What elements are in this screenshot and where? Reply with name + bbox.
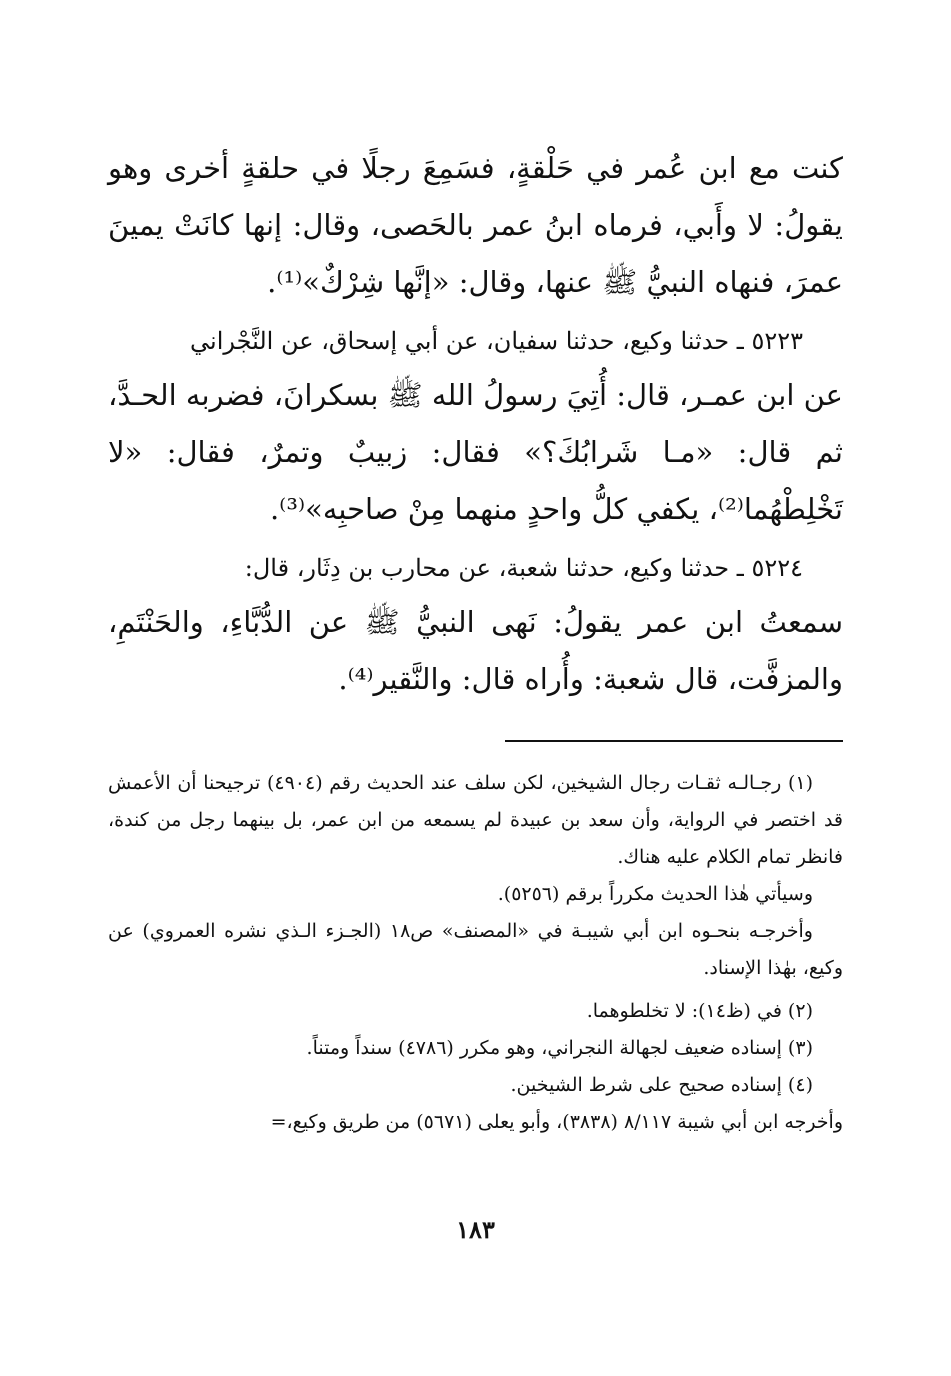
hadith-5224-isnad: ٥٢٢٤ ـ حدثنا وكيع، حدثنا شعبة، عن محارب بن دِثَار، قال: [244,554,803,582]
footnote-separator [505,740,843,742]
page-number: ١٨٣ [456,1215,495,1244]
footnote-1-cont: وسيأتي هٰذا الحديث مكرراً برقم (٥٢٥٦). [497,883,813,905]
footnote-4: (٤) إسناده صحيح على شرط الشيخين. [510,1074,813,1096]
footnote-4-cont: وأخرجه ابن أبي شيبة ٨/١١٧ (٣٨٣٨)، وأبو يعلى (٥٦٧١) من طريق وكيع،= [270,1111,843,1133]
footnote-3: (٣) إسناده ضعيف لجهالة النجراني، وهو مكرر (٤٧٨٦) سنداً ومتناً. [306,1037,813,1059]
footnote-2: (٢) في (ظ١٤): لا تخلطوهما. [586,1000,813,1022]
footnote-1: (١) رجـالـه ثقـات رجال الشيخين، لكن سلف عند الحديث رقم (٤٩٠٤) ترجيحنا أن الأعمش قد اختصر في الرواية، وأن سعد بن عبيدة لم يسمعه من ابن عمر، بل بينهما رجل من كندة، فانظر تمام الكلام عليه هناك. [108,772,843,868]
hadith-5223-matn: عن ابن عمـر، قال: أُتِيَ رسولُ الله ﷺ بسكرانَ، فضربه الحـدَّ، ثم قال: «مـا شَرابُكَ؟» فقال: زبيبٌ وتمرٌ، فقال: «لا تَخْلِطْهُما⁽²⁾، يكفي كلُّ واحدٍ منهما مِنْ صاحبِه»⁽³⁾. [108,378,843,526]
footnote-1-cont2: وأخرجـه بنحـوه ابن أبي شيبـة في «المصنف» ص١٨ (الجـزء الـذي نشره العمروي) عن وكيع، بهٰذا الإسناد. [108,920,843,979]
footnotes [108,765,843,1141]
main-text [108,140,843,708]
hadith-5223-isnad: ٥٢٢٣ ـ حدثنا وكيع، حدثنا سفيان، عن أبي إسحاق، عن النَّجْراني [190,327,803,355]
paragraph-continuation: كنت مع ابن عُمر في حَلْقةٍ، فسَمِعَ رجلًا في حلقةٍ أخرى وهو يقولُ: لا وأَبي، فرماه ابنُ عمر بالحَصى، وقال: إنها كانَتْ يمينَ عمرَ، فنهاه النبيُّ ﷺ عنها، وقال: «إنَّها شِرْكٌ»⁽¹⁾. [108,151,843,299]
hadith-5224-matn: سمعتُ ابن عمر يقولُ: نَهى النبيُّ ﷺ عن الدُّبَّاءِ، والحَنْتَمِ، والمزفَّت، قال شعبة: وأُراه قال: والنَّقير⁽⁴⁾. [108,605,844,696]
